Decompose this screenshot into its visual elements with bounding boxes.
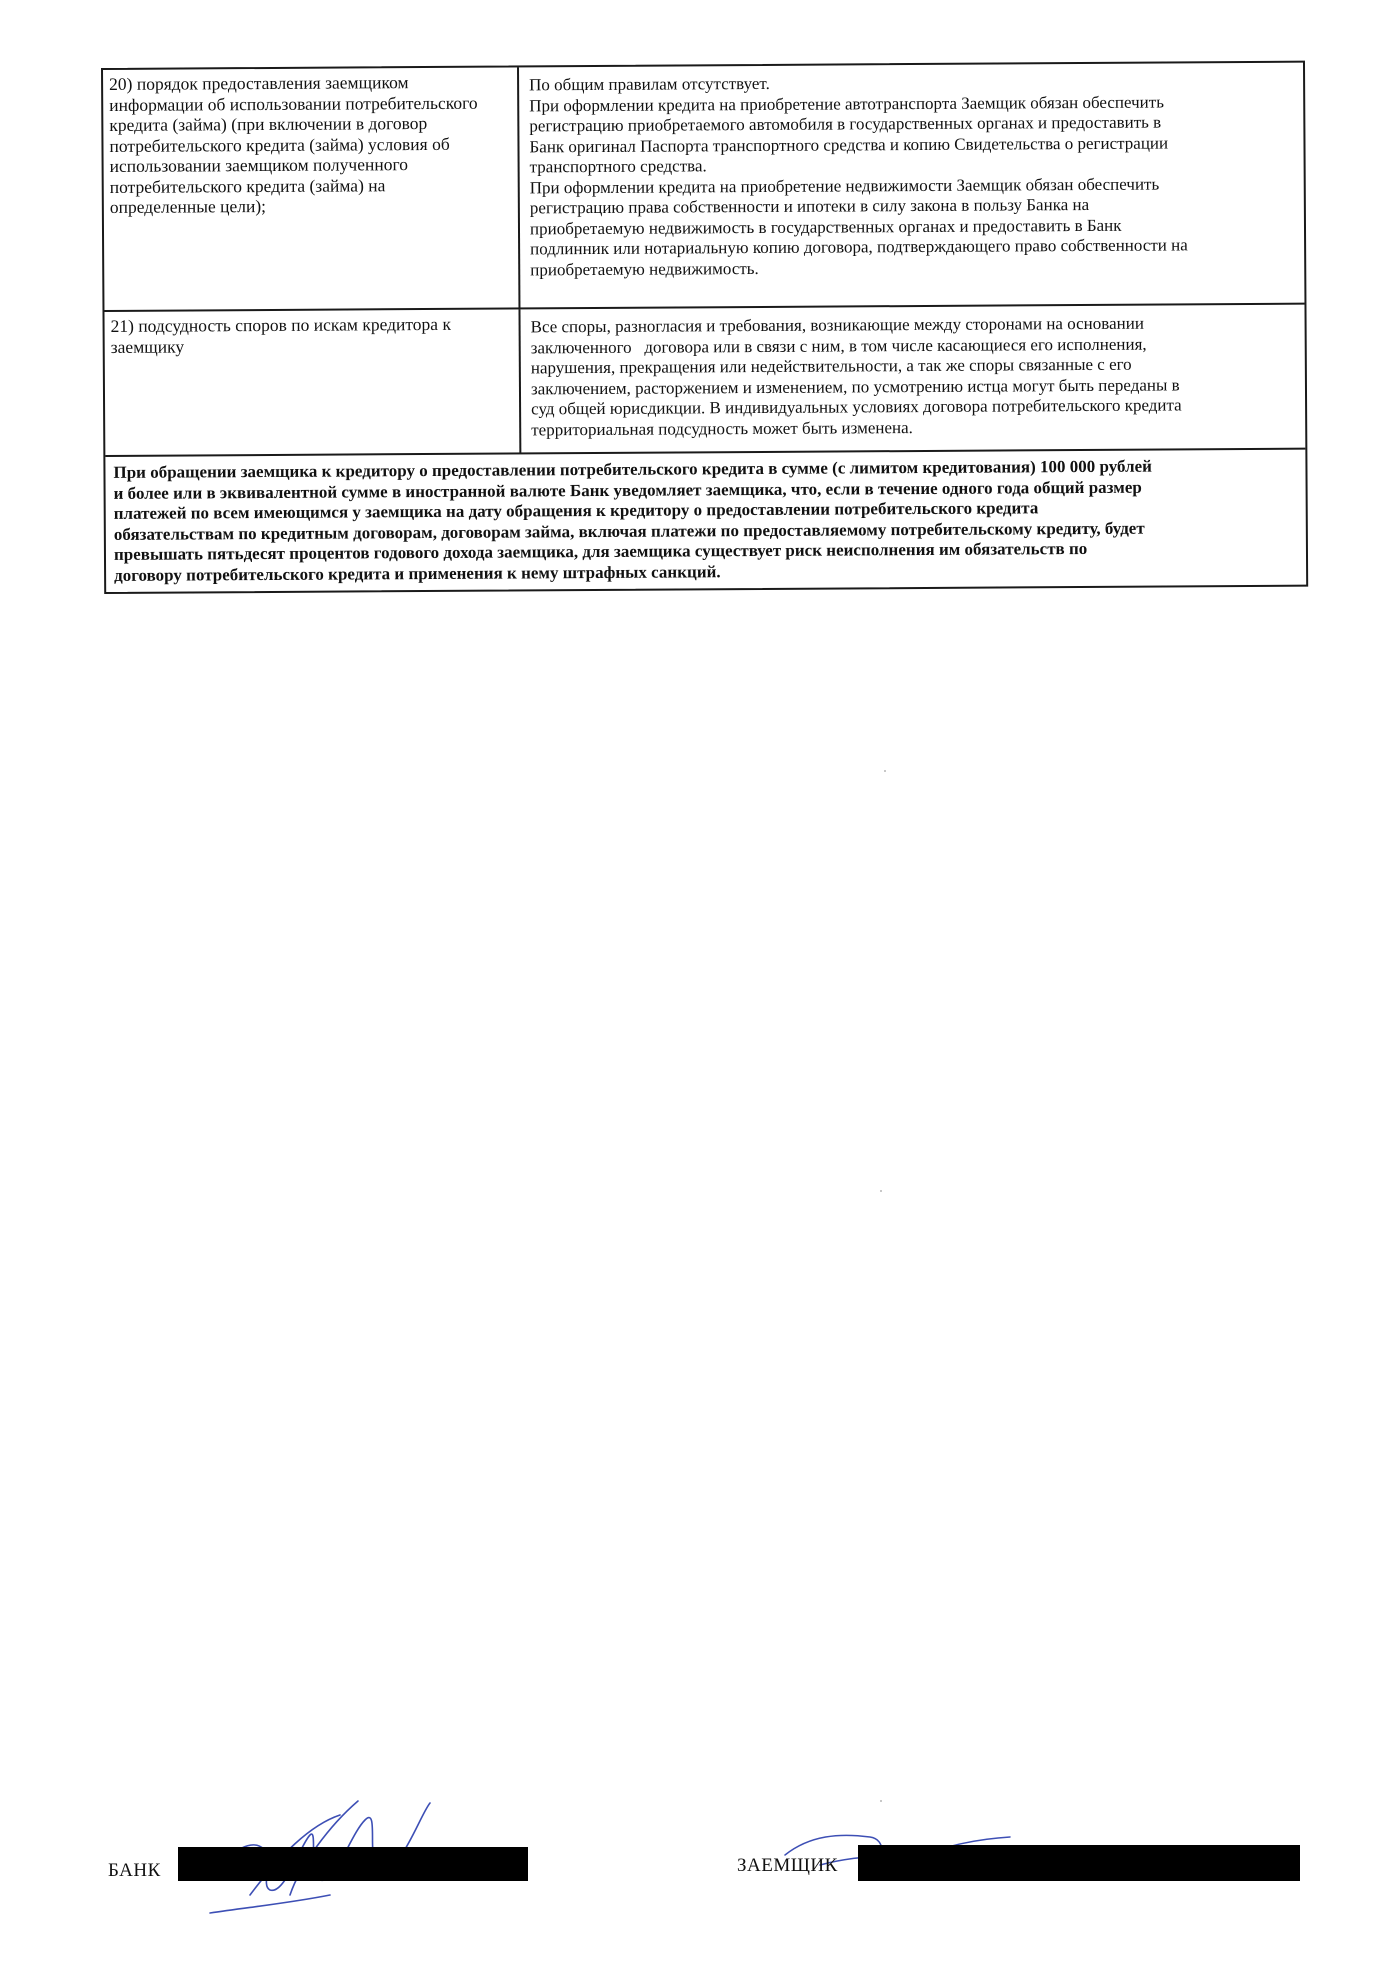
term-21-line: заключенного договора или в связи с ним, в том числе касающиеся его исполнения, [530,334,1147,357]
warning-line: и более или в эквивалентной сумме в иностранной валюте Банк уведомляет заемщика, что, если в течение одного года общий размер [113,477,1142,503]
term-20-line: приобретаемую недвижимость в государственных органах и предоставить в Банк [529,215,1122,238]
risk-warning-text [105,450,1306,592]
warning-line: обязательствам по кредитным договорам, договорам займа, включая платежи по предоставляемому потребительскому кредиту, будет [113,518,1145,544]
term-21-line: суд общей юрисдикции. В индивидуальных условиях договора потребительского кредита [531,395,1182,419]
term-20-line: По общим правилам отсутствует. [529,73,770,95]
term-21-line: нарушения, прекращения или недействительности, а так же споры связанные с его [530,354,1132,378]
term-value-21 [520,305,1305,453]
term-20-line: При оформлении кредита на приобретение автотранспорта Заемщик обязан обеспечить [529,92,1164,115]
term-label-21: 21) подсудность споров по искам кредитора к заемщику [104,309,521,455]
term-21-line: Все споры, разногласия и требования, возникающие между сторонами на основании [530,313,1144,337]
warning-line: платежей по всем имеющимся у заемщика на дату обращения к кредитору о предоставлении потребительского кредита [113,498,1039,523]
term-21-line: заключением, расторжением и изменением, по усмотрению истца могут быть переданы в [530,374,1180,398]
borrower-signature-label: ЗАЕМЩИК [737,1855,838,1876]
term-row-21 [104,305,1305,457]
scan-speck [884,770,886,772]
term-value-20 [519,63,1304,308]
term-20-line: регистрацию приобретаемого автомобиля в государственных органах и предоставить в [529,112,1162,136]
term-20-line: При оформлении кредита на приобретение недвижимости Заемщик обязан обеспечить [529,174,1160,197]
warning-line: При обращении заемщика к кредитору о предоставлении потребительского кредита в сумме (с лимитом кредитования) 100 000 рублей [113,456,1153,482]
term-20-line: приобретаемую недвижимость. [530,258,759,279]
term-label-20: 20) порядок предоставления заемщиком информации об использовании потребительского кредита (займа) (при включении в договор потребительского кредита (займа) условия об использовании заемщиком полученного потребительского кредита (займа) на определенные цели); [103,67,520,310]
term-20-line: подлинник или нотариальную копию договора, подтверждающего право собственности на [530,235,1188,259]
term-20-line: Банк оригинал Паспорта транспортного средства и копию Свидетельства о регистрации [529,132,1169,156]
term-21-line: территориальная подсудность может быть изменена. [531,417,913,439]
bank-signature-label: БАНК [108,1860,161,1881]
scan-speck [880,1190,882,1192]
risk-warning-row [105,450,1306,592]
bank-name-redaction [178,1847,528,1881]
term-20-line: регистрацию права собственности и ипотеки в силу закона в пользу Банка на [529,194,1090,218]
scan-speck [880,1800,882,1802]
warning-line: превышать пятьдесят процентов годового дохода заемщика, для заемщика существует риск неисполнения им обязательств по [113,538,1088,564]
warning-line: договору потребительского кредита и применения к нему штрафных санкций. [114,561,721,585]
term-row-20 [103,63,1304,312]
borrower-name-redaction [858,1845,1300,1881]
term-20-line: транспортного средства. [529,156,707,177]
loan-terms-table [101,61,1308,594]
